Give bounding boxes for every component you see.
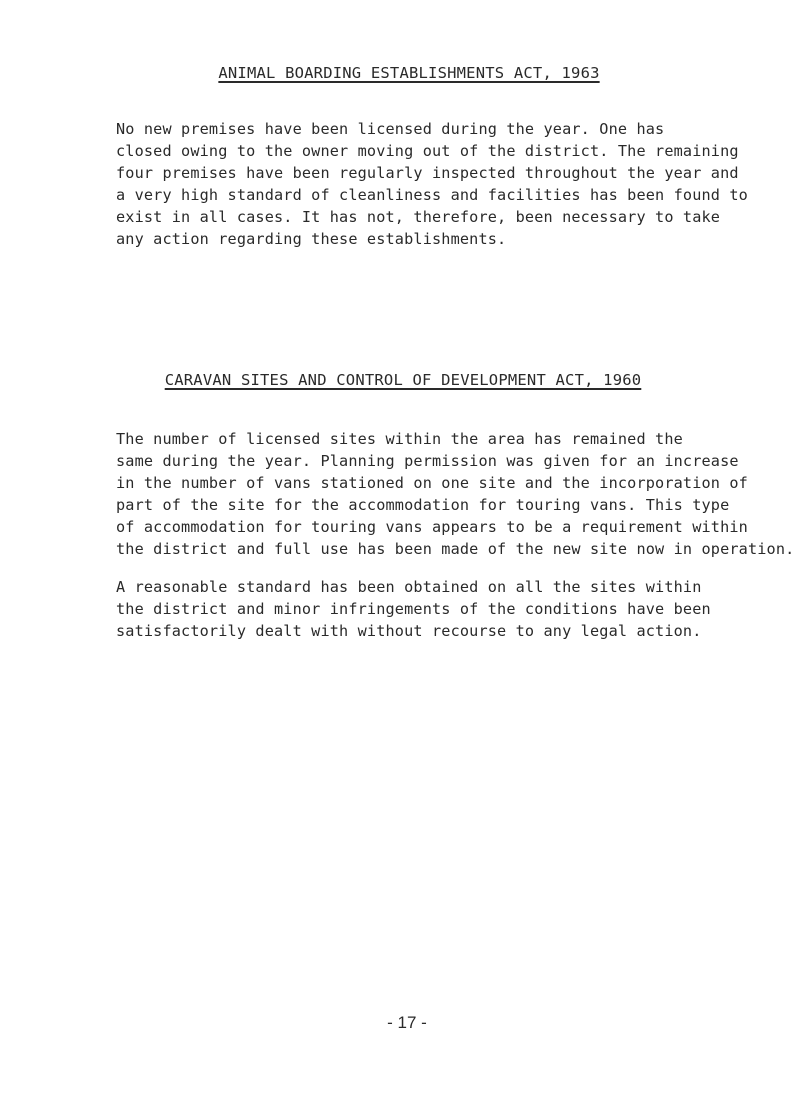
caravan-sites-paragraph-1: The number of licensed sites within the area has remained the same during the year. Planning permission was given for an increase in the number of vans stationed on one site and the incorporation of part of the site for the accommodation for touring vans. This type of accommodation for touring vans appears to be a requirement within the district and full use has been made of the new site now in operation. (116, 430, 795, 558)
section-heading-caravan-sites (0, 371, 800, 389)
page-number: - 17 - (387, 1013, 427, 1032)
animal-boarding-paragraph: No new premises have been licensed during the year. One has closed owing to the owner moving out of the district. The remaining four premises have been regularly inspected throughout the year and a very high standard of cleanliness and facilities has been found to exist in all cases. It has not, therefore, been necessary to take any action regarding these establishments. (116, 120, 748, 248)
section-heading-animal-boarding-text: ANIMAL BOARDING ESTABLISHMENTS ACT, 1963 (218, 64, 600, 82)
section-heading-caravan-sites-text: CARAVAN SITES AND CONTROL OF DEVELOPMENT ACT, 1960 (164, 371, 642, 389)
section-heading-animal-boarding (0, 64, 800, 82)
caravan-sites-paragraph-2: A reasonable standard has been obtained on all the sites within the district and minor infringements of the conditions have been satisfactorily dealt with without recourse to any legal action. (116, 578, 711, 640)
